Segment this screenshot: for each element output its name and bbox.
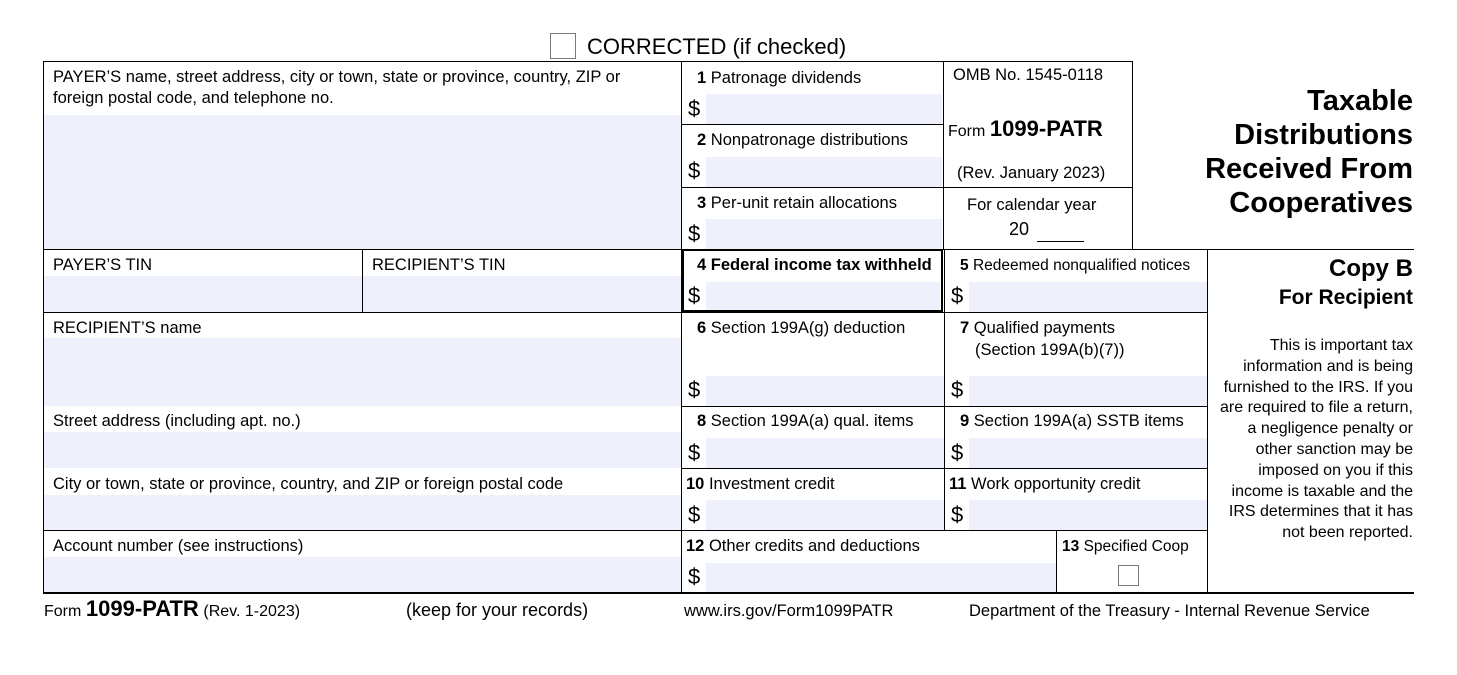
box1-label: 1 Patronage dividends [697,69,862,87]
box10-input[interactable] [706,500,944,530]
box9-label: 9 Section 199A(a) SSTB items [960,412,1184,430]
box2-label: 2 Nonpatronage distributions [697,131,908,149]
rule [1207,249,1208,593]
dollar-sign: $ [951,377,964,402]
dollar-sign: $ [688,221,701,246]
recipient-name-label: RECIPIENT’S name [53,319,202,337]
for-recipient-label: For Recipient [1278,286,1413,309]
title-line-1: Taxable [1307,85,1413,117]
account-label: Account number (see instructions) [53,537,304,555]
rule [944,249,945,530]
box9-input[interactable] [969,438,1207,468]
calendar-year-label: For calendar year [967,196,1097,214]
recipient-tin-input[interactable] [363,276,681,312]
footer-department: Department of the Treasury - Internal Revenue Service [969,602,1370,620]
omb-number: OMB No. 1545-0118 [953,66,1104,84]
rule [681,124,943,125]
box7-input[interactable] [969,376,1207,406]
rule [943,61,944,249]
box13-label: 13 Specified Coop [1062,538,1189,555]
box8-input[interactable] [706,438,944,468]
box11-label: 11 Work opportunity credit [949,475,1141,493]
street-label: Street address (including apt. no.) [53,412,301,430]
rule [681,187,1133,188]
payer-info-label: PAYER’S name, street address, city or town, state or province, country, ZIP or foreign postal code, and telephone no. [53,68,621,107]
box6-label: 6 Section 199A(g) deduction [697,319,906,337]
box11-input[interactable] [969,500,1207,530]
recipient-name-input[interactable] [44,338,681,406]
dollar-sign: $ [951,440,964,465]
title-line-4: Cooperatives [1229,187,1413,219]
copy-b-label: Copy B [1329,255,1413,282]
dollar-sign: $ [688,96,701,121]
city-input[interactable] [44,495,681,530]
street-input[interactable] [44,432,681,468]
revision-label: (Rev. January 2023) [957,164,1106,182]
year-entry-line[interactable] [1037,241,1084,242]
box3-input[interactable] [706,219,942,249]
rule [1132,61,1133,249]
corrected-label: CORRECTED (if checked) [587,34,847,59]
title-line-3: Received From [1205,153,1413,185]
dollar-sign: $ [688,440,701,465]
box6-input[interactable] [706,376,944,406]
footer-url[interactable]: www.irs.gov/Form1099PATR [684,602,894,620]
rule [43,312,1207,313]
dollar-sign: $ [951,502,964,527]
payer-tin-label: PAYER’S TIN [53,256,153,274]
account-input[interactable] [44,557,681,593]
box10-label: 10 Investment credit [686,475,835,493]
dollar-sign: $ [688,502,701,527]
rule [362,249,363,312]
rule [1056,530,1057,593]
form-id: Form 1099-PATR [948,116,1103,141]
box8-label: 8 Section 199A(a) qual. items [697,412,914,430]
rule [681,61,682,593]
box5-input[interactable] [969,282,1207,312]
rule [43,61,1133,62]
notice-text: This is important tax information and is being furnished to the IRS. If you are required to file a return, a negligence penalty or other sanction may be imposed on you if this income is taxable and the IRS determines that it has not been reported. [1220,337,1413,542]
rule [43,61,44,593]
city-label: City or town, state or province, country, and ZIP or foreign postal code [53,475,564,493]
box4-label: 4 Federal income tax withheld [697,256,932,274]
box7-label: 7 Qualified payments [960,319,1116,337]
box5-label: 5 Redeemed nonqualified notices [960,257,1191,274]
payer-tin-input[interactable] [44,276,362,312]
footer-keep: (keep for your records) [406,600,589,620]
box1-input[interactable] [706,94,942,124]
dollar-sign: $ [688,564,701,589]
corrected-checkbox[interactable] [550,33,576,59]
title-line-2: Distributions [1234,119,1413,151]
bottom-rule [43,592,1414,594]
calendar-year-prefix: 20 [1009,219,1030,239]
dollar-sign: $ [688,377,701,402]
box12-label: 12 Other credits and deductions [686,537,920,555]
box7-label-line2: (Section 199A(b)(7)) [975,341,1125,359]
dollar-sign: $ [951,283,964,308]
payer-info-input[interactable] [44,115,681,249]
box3-label: 3 Per-unit retain allocations [697,194,897,212]
box2-input[interactable] [706,157,942,187]
box12-input[interactable] [706,563,1056,593]
recipient-tin-label: RECIPIENT’S TIN [372,256,506,274]
footer-form-id: Form 1099-PATR (Rev. 1-2023) [44,596,301,621]
rule [43,530,1207,531]
dollar-sign: $ [688,283,701,308]
box13-checkbox[interactable] [1118,565,1139,586]
dollar-sign: $ [688,158,701,183]
